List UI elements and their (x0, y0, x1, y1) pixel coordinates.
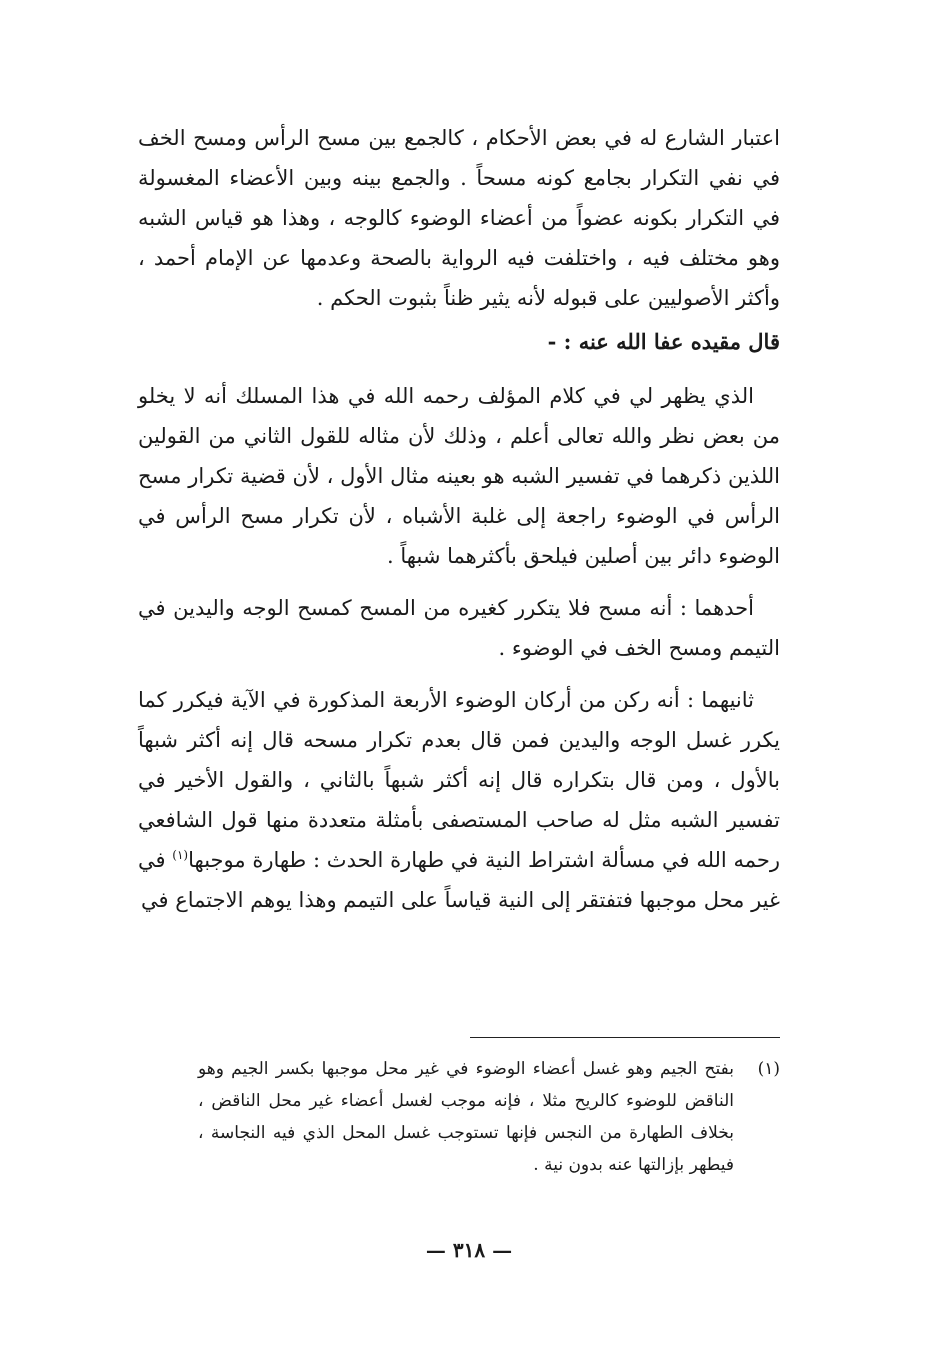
paragraph-4 (138, 680, 780, 920)
paragraph-2: الذي يظهر لي في كلام المؤلف رحمه الله في هذا المسلك أنه لا يخلو من بعض نظر والله تعالى أعلم ، وذلك لأن مثاله للقول الثاني من القولين اللذين ذكرهما في تفسير الشبه هو بعينه مثال الأول ، لأن قضية تكرار مسح الرأس في الوضوء راجعة إلى غلبة الأشباه ، لأن تكرار مسح الرأس في الوضوء دائر بين أصلين فيلحق بأكثرهما شبهاً . (138, 384, 780, 568)
page-number: — ٣١٨ — (425, 1238, 513, 1262)
page-body (138, 118, 780, 920)
section-heading: قال مقيده عفا الله عنه : - (547, 329, 780, 354)
paragraph-3: أحدهما : أنه مسح فلا يتكرر كغيره من المسح كمسح الوجه واليدين في التيمم ومسح الخف في الوضوء . (138, 596, 780, 660)
footnote-text: بفتح الجيم وهو غسل أعضاء الوضوء في غير محل موجبها بكسر الجيم وهو الناقض للوضوء كالريح مثلا ، فإنه موجب لغسل أعضاء غير محل الناقض ، بخلاف الطهارة من النجس فإنها تستوجب غسل المحل الذي فيه النجاسة ، فيطهر بإزالتها عنه بدون نية . (198, 1059, 734, 1175)
footnote-item (138, 1053, 780, 1181)
footnote-number: (١) (757, 1059, 780, 1079)
paragraph-1: اعتبار الشارع له في بعض الأحكام ، كالجمع بين مسح الرأس ومسح الخف في نفي التكرار بجامع كونه مسحاً . والجمع بينه وبين الأعضاء المغسولة في التكرار بكونه عضواً من أعضاء الوضوء كالوجه ، وهذا هو قياس الشبه وهو مختلف فيه ، واختلفت فيه الرواية بالصحة وعدمها عن الإمام أحمد ، وأكثر الأصوليين على قبوله لأنه يثير ظناً بثبوت الحكم . (138, 126, 780, 310)
paragraph-4-part-2: في غير محل موجبها فتفتقر إلى النية قياساً على التيمم وهذا يوهم الاجتماع في (138, 848, 780, 912)
footnote-divider (470, 1037, 780, 1038)
paragraph-4-part-1: ثانيهما : أنه ركن من أركان الوضوء الأربعة المذكورة في الآية فيكرر كما يكرر غسل الوجه واليدين فمن قال بعدم تكرار مسحه قال إنه أكثر شبهاً بالأول ، ومن قال بتكراره قال إنه أكثر شبهاً بالثاني ، والقول الأخير في تفسير الشبه مثل له صاحب المستصفى بأمثلة متعددة منها قول الشافعي رحمه الله في مسألة اشتراط النية في طهارة الحدث : طهارة موجبها (138, 688, 781, 872)
footnotes (138, 1053, 780, 1181)
footnote-marker: (١) (172, 848, 189, 862)
